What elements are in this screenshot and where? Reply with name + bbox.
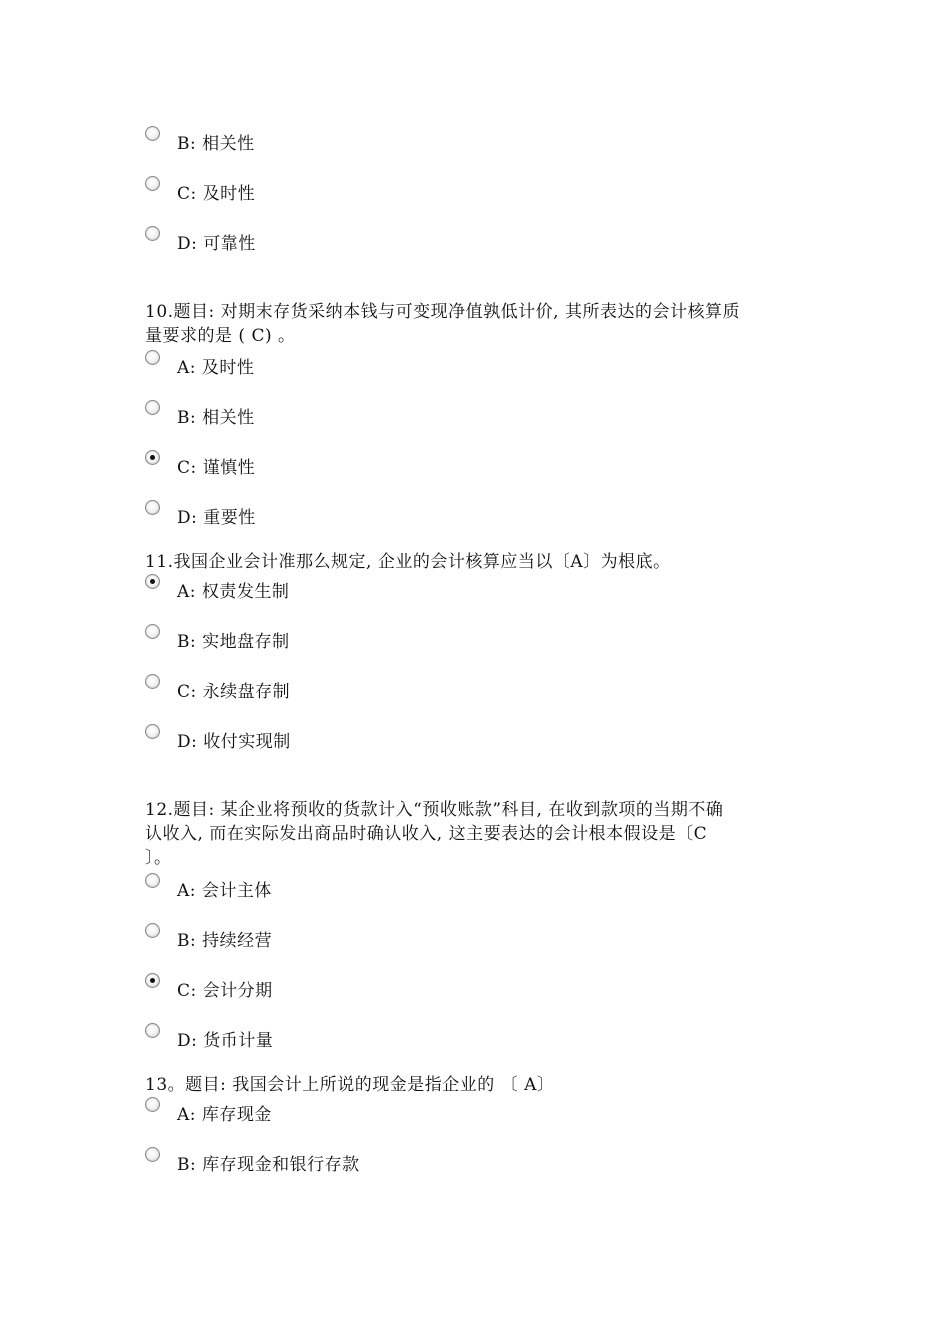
q11-option-a[interactable] [145,580,289,604]
question-text-line: 认收入, 而在实际发出商品时确认收入, 这主要表达的会计根本假设是〔C [145,824,708,844]
option-label: A: 库存现金 [177,1105,272,1125]
option-label: D: 可靠性 [177,234,256,254]
radio-button[interactable] [145,1023,160,1038]
question-11-text [145,550,815,574]
option-label: C: 谨慎性 [177,458,256,478]
radio-button[interactable] [145,873,160,888]
q11-option-d[interactable] [145,730,291,754]
radio-button[interactable] [145,226,160,241]
q13-option-a[interactable] [145,1103,272,1127]
option-label: C: 及时性 [177,184,256,204]
radio-button[interactable] [145,176,160,191]
radio-button[interactable] [145,674,160,689]
q9-option-b[interactable] [145,132,255,156]
q12-option-d[interactable] [145,1029,273,1053]
question-12-text [145,798,815,870]
option-label: B: 实地盘存制 [177,632,290,652]
option-label: B: 相关性 [177,134,255,154]
q9-option-d[interactable] [145,232,256,256]
option-label: B: 相关性 [177,408,255,428]
radio-button-selected[interactable] [145,574,160,589]
q10-option-d[interactable] [145,506,256,530]
question-10-text [145,300,815,348]
q12-option-c[interactable] [145,979,273,1003]
question-text-line: 量要求的是 ( C) 。 [145,326,296,346]
question-text-line: 12.题目: 某企业将预收的货款计入“预收账款”科目, 在收到款项的当期不确 [145,800,724,820]
option-label: A: 及时性 [177,358,255,378]
option-label: A: 会计主体 [177,881,272,901]
option-label: C: 会计分期 [177,981,273,1001]
radio-button[interactable] [145,500,160,515]
question-text-line: 10.题目: 对期末存货采纳本钱与可变现净值孰低计价, 其所表达的会计核算质 [145,302,740,322]
q11-option-c[interactable] [145,680,290,704]
q13-option-b[interactable] [145,1153,360,1177]
q10-option-b[interactable] [145,406,255,430]
option-label: B: 库存现金和银行存款 [177,1155,360,1175]
q12-option-a[interactable] [145,879,272,903]
option-label: D: 货币计量 [177,1031,274,1051]
q10-option-c[interactable] [145,456,255,480]
option-label: A: 权责发生制 [177,582,290,602]
question-text-line: 11.我国企业会计准那么规定, 企业的会计核算应当以〔A〕为根底。 [145,552,671,572]
q9-option-c[interactable] [145,182,255,206]
question-text-line: 〕。 [145,848,172,868]
question-13-text [145,1073,815,1097]
radio-button[interactable] [145,1097,160,1112]
option-label: D: 重要性 [177,508,256,528]
radio-button[interactable] [145,923,160,938]
radio-button[interactable] [145,400,160,415]
q11-option-b[interactable] [145,630,290,654]
radio-button-selected[interactable] [145,973,160,988]
radio-button[interactable] [145,1147,160,1162]
radio-button-selected[interactable] [145,450,160,465]
option-label: D: 收付实现制 [177,732,291,752]
radio-button[interactable] [145,624,160,639]
option-label: B: 持续经营 [177,931,273,951]
radio-button[interactable] [145,724,160,739]
q10-option-a[interactable] [145,356,254,380]
radio-button[interactable] [145,350,160,365]
question-text-line: 13。题目: 我国会计上所说的现金是指企业的 〔 A〕 [145,1075,555,1095]
option-label: C: 永续盘存制 [177,682,291,702]
q12-option-b[interactable] [145,929,272,953]
radio-button[interactable] [145,126,160,141]
